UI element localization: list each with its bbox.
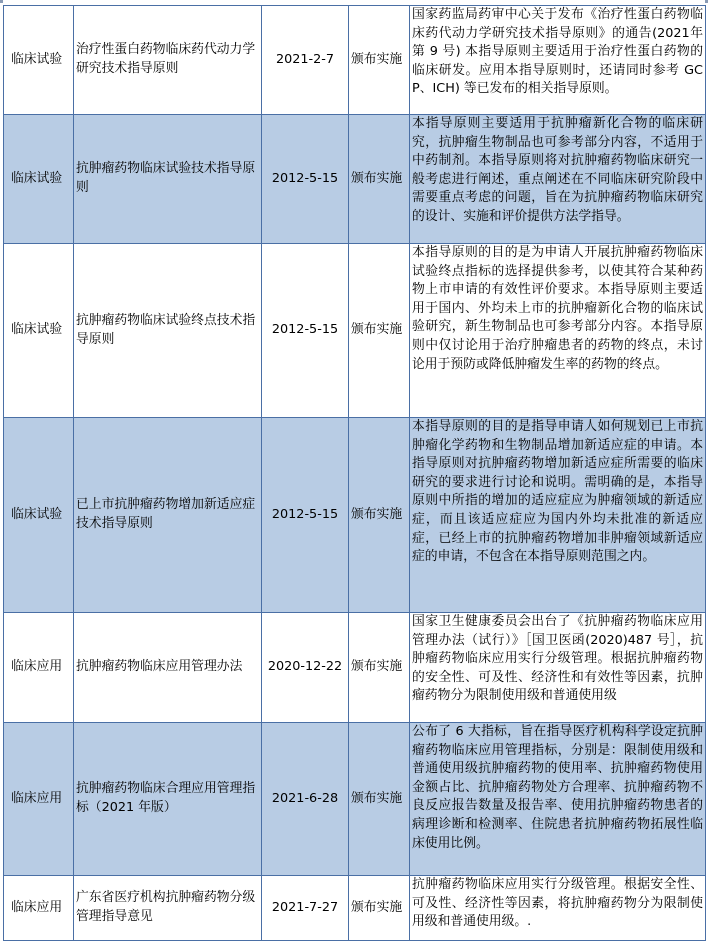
guideline-name-cell: 抗肿瘤药物临床试验终点技术指导原则 bbox=[74, 244, 262, 418]
guideline-table bbox=[3, 5, 706, 941]
date-cell: 2012-5-15 bbox=[262, 244, 349, 418]
date-cell: 2012-5-15 bbox=[262, 418, 349, 613]
table-row bbox=[4, 244, 706, 418]
guideline-name-cell: 治疗性蛋白药物临床药代动力学研究技术指导原则 bbox=[74, 6, 262, 115]
date-cell: 2021-2-7 bbox=[262, 6, 349, 115]
description-cell: 本指导原则主要适用于抗肿瘤新化合物的临床研究，抗肿瘤生物制品也可参考部分内容，不适用于中药制剂。本指导原则将对抗肿瘤药物临床研究一般考虑进行阐述，重点阐述在不同临床研究阶段中需要重点考虑的问题，旨在为抗肿瘤药物临床研究的设计、实施和评价提供方法学指导。 bbox=[410, 115, 706, 244]
category-cell: 临床试验 bbox=[4, 244, 74, 418]
date-cell: 2012-5-15 bbox=[262, 115, 349, 244]
guideline-name-cell: 抗肿瘤药物临床试验技术指导原则 bbox=[74, 115, 262, 244]
description-cell: 国家卫生健康委员会出台了《抗肿瘤药物临床应用管理办法（试行）》［国卫医函(2020)487 号］，抗肿瘤药物临床应用实行分级管理。根据抗肿瘤药物的安全性、可及性、经济性和有效性等因素，抗肿瘤药物分为限制使用级和普通使用级 bbox=[410, 613, 706, 723]
table-row bbox=[4, 723, 706, 876]
page-corner-mark bbox=[0, 0, 3, 3]
guideline-name-cell: 广东省医疗机构抗肿瘤药物分级管理指导意见 bbox=[74, 876, 262, 941]
table-row bbox=[4, 613, 706, 723]
guideline-name-cell: 抗肿瘤药物临床应用管理办法 bbox=[74, 613, 262, 723]
date-cell: 2021-6-28 bbox=[262, 723, 349, 876]
category-cell: 临床试验 bbox=[4, 418, 74, 613]
guideline-name-cell: 已上市抗肿瘤药物增加新适应症技术指导原则 bbox=[74, 418, 262, 613]
table-row bbox=[4, 418, 706, 613]
status-cell: 颁布实施 bbox=[349, 613, 410, 723]
description-cell: 本指导原则的目的是指导申请人如何规划已上市抗肿瘤化学药物和生物制品增加新适应症的申请。本指导原则对抗肿瘤药物增加新适应症所需要的临床研究的要求进行讨论和说明。需明确的是，本指导原则中所指的增加的适应症应为肿瘤领域的新适应症，而且该适应症应为国内外均未批准的新适应症，已经上市的抗肿瘤药物增加非肿瘤领域新适应症的申请，不包含在本指导原则范围之内。 bbox=[410, 418, 706, 613]
status-cell: 颁布实施 bbox=[349, 244, 410, 418]
category-cell: 临床应用 bbox=[4, 723, 74, 876]
date-cell: 2020-12-22 bbox=[262, 613, 349, 723]
category-cell: 临床试验 bbox=[4, 115, 74, 244]
description-cell: 抗肿瘤药物临床应用实行分级管理。根据安全性、可及性、经济性等因素，将抗肿瘤药物分为限制使用级和普通使用级。. bbox=[410, 876, 706, 941]
table-row bbox=[4, 115, 706, 244]
status-cell: 颁布实施 bbox=[349, 876, 410, 941]
table-row bbox=[4, 6, 706, 115]
date-cell: 2021-7-27 bbox=[262, 876, 349, 941]
category-cell: 临床试验 bbox=[4, 6, 74, 115]
status-cell: 颁布实施 bbox=[349, 6, 410, 115]
description-cell: 国家药监局药审中心关于发布《治疗性蛋白药物临床药代动力学研究技术指导原则》的通告(2021年第 9 号) 本指导原则主要适用于治疗性蛋白药物的临床研发。应用本指导原则时，还请同时参考 GCP、ICH) 等已发布的相关指导原则。 bbox=[410, 6, 706, 115]
status-cell: 颁布实施 bbox=[349, 115, 410, 244]
description-cell: 本指导原则的目的是为申请人开展抗肿瘤药物临床试验终点指标的选择提供参考，以使其符合某种药物上市申请的有效性评价要求。本指导原则主要适用于国内、外均未上市的抗肿瘤新化合物的临床试验研究，新生物制品也可参考部分内容。本指导原则中仅讨论用于治疗肿瘤患者的药物的终点，未讨论用于预防或降低肿瘤发生率的药物的终点。 bbox=[410, 244, 706, 418]
category-cell: 临床应用 bbox=[4, 613, 74, 723]
description-cell: 公布了 6 大指标，旨在指导医疗机构科学设定抗肿瘤药物临床应用管理指标，分别是：限制使用级和普通使用级抗肿瘤药物的使用率、抗肿瘤药物使用金额占比、抗肿瘤药物处方合理率、抗肿瘤药物不良反应报告数量及报告率、使用抗肿瘤药物患者的病理诊断和检测率、住院患者抗肿瘤药物拓展性临床使用比例。 bbox=[410, 723, 706, 876]
status-cell: 颁布实施 bbox=[349, 723, 410, 876]
category-cell: 临床应用 bbox=[4, 876, 74, 941]
table-row bbox=[4, 876, 706, 941]
guideline-table-body bbox=[4, 6, 706, 941]
status-cell: 颁布实施 bbox=[349, 418, 410, 613]
guideline-name-cell: 抗肿瘤药物临床合理应用管理指标（2021 年版） bbox=[74, 723, 262, 876]
